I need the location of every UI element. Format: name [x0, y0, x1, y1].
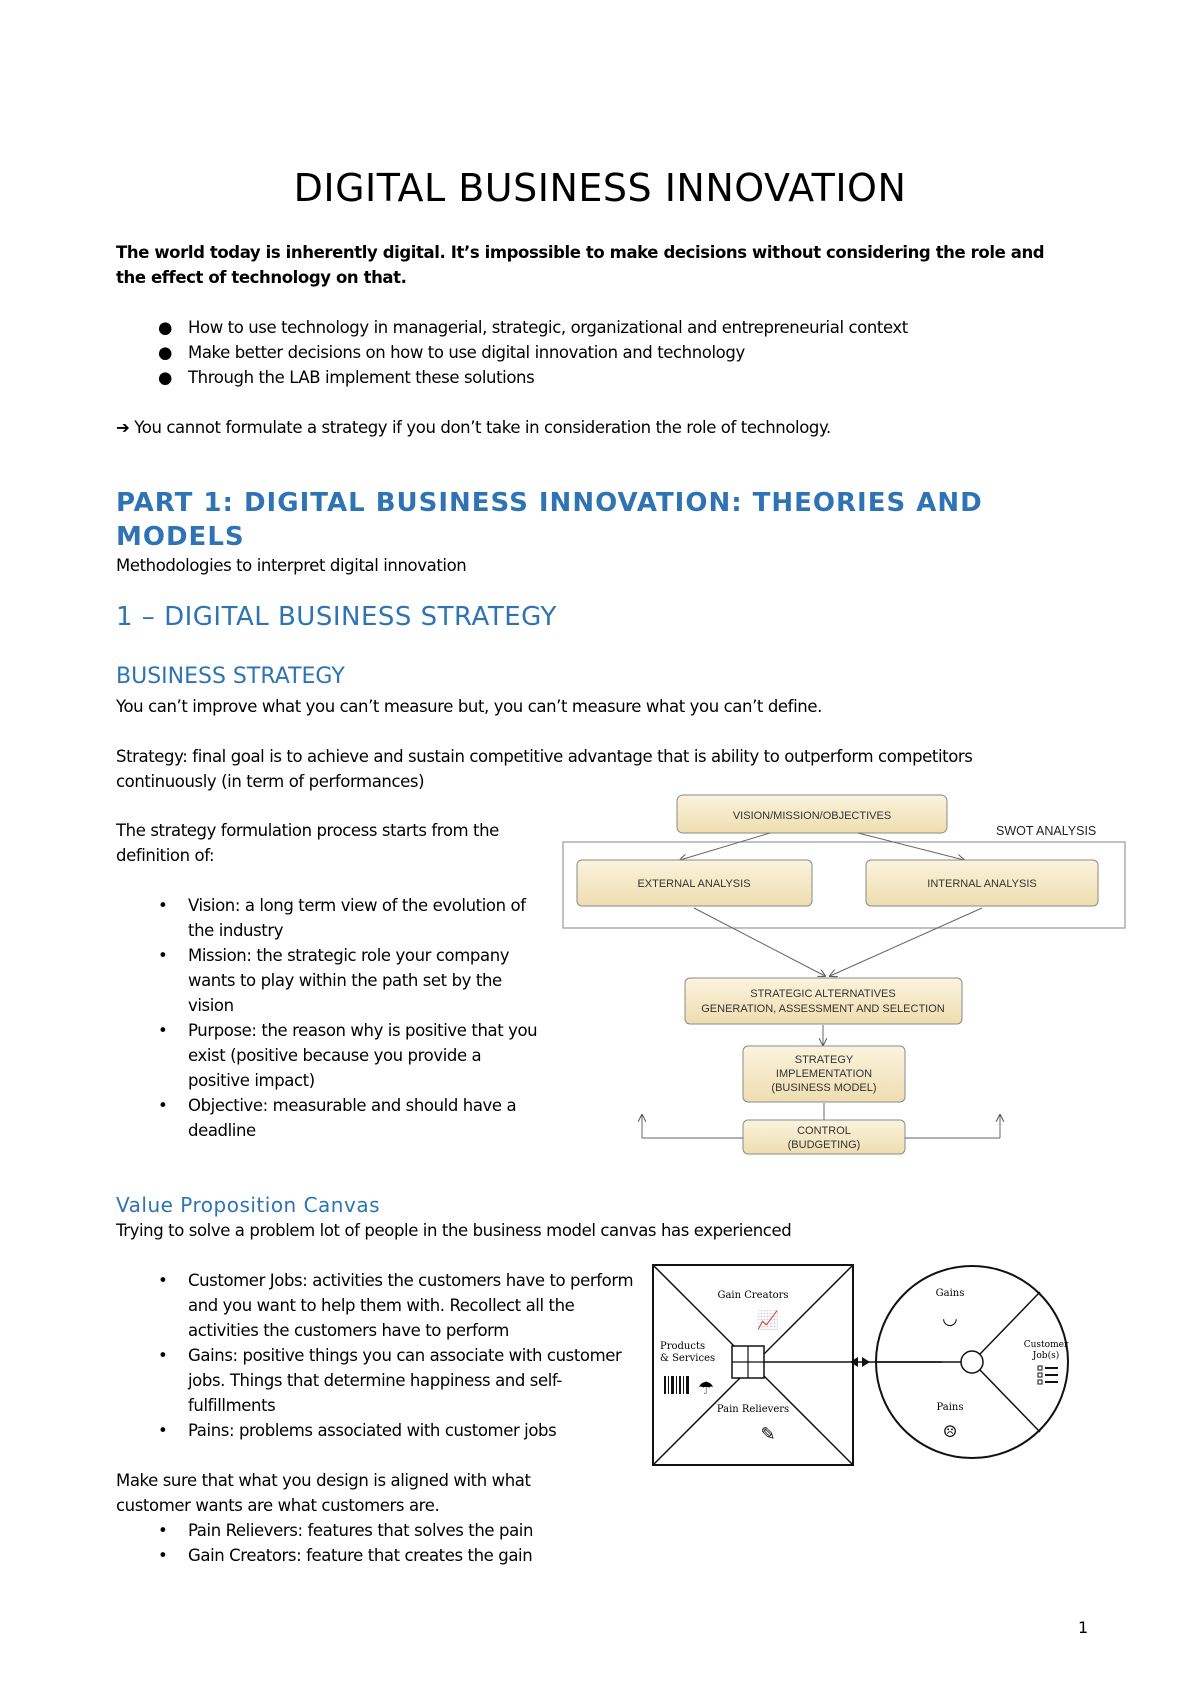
- arrow-line: [680, 833, 770, 860]
- arrow-line: [830, 908, 982, 976]
- products-label-line2: & Services: [660, 1353, 716, 1364]
- customer-label-line2: Job(s): [1032, 1351, 1060, 1361]
- control-label-line2: (BUDGETING): [787, 1139, 861, 1151]
- list-item: ● How to use technology in managerial, strategic, organizational and entrepreneurial context: [116, 315, 1076, 340]
- list-item: • Mission: the strategic role your company wants to play within the path set by the vision: [116, 943, 544, 1018]
- part1-subtitle: Methodologies to interpret digital innovation: [116, 556, 467, 575]
- strategy-definition: Strategy: final goal is to achieve and sustain competitive advantage that is ability to outperform competitors continuously (in term of performances): [116, 747, 973, 791]
- external-analysis-label: EXTERNAL ANALYSIS: [637, 878, 751, 890]
- pain-relievers-label: Pain Relievers: [716, 1404, 790, 1415]
- measure-quote: You can’t improve what you can’t measure but, you can’t measure what you can’t define.: [116, 697, 822, 716]
- implementation-label-line2: IMPLEMENTATION: [775, 1068, 873, 1080]
- bullet-icon: •: [158, 896, 168, 915]
- checklist-icon: [1038, 1366, 1058, 1384]
- list-item: • Objective: measurable and should have a deadline: [116, 1093, 544, 1143]
- bullet-icon: •: [158, 1521, 168, 1540]
- section1-heading: 1 – DIGITAL BUSINESS STRATEGY: [116, 602, 557, 632]
- definitions-list: [116, 893, 544, 1143]
- alternatives-label-line2: GENERATION, ASSESSMENT AND SELECTION: [701, 1003, 945, 1015]
- arrow-note: ➔ You cannot formulate a strategy if you don’t take in consideration the role of technology.: [116, 418, 831, 437]
- smile-icon: ◡: [942, 1308, 958, 1329]
- list-item: • Gain Creators: feature that creates the gain: [116, 1543, 636, 1568]
- strategic-alternatives-box: [685, 978, 962, 1024]
- list-item: • Pain Relievers: features that solves the pain: [116, 1518, 636, 1543]
- part1-heading: PART 1: DIGITAL BUSINESS INNOVATION: THEORIES AND MODELS: [116, 488, 983, 552]
- implementation-label-line1: STRATEGY: [794, 1054, 854, 1066]
- arrow-line: [858, 833, 964, 860]
- bullet-icon: •: [158, 1546, 168, 1565]
- bullet-icon: ●: [158, 318, 172, 337]
- pains-label: Pains: [936, 1402, 964, 1413]
- pill-icon: ✎: [760, 1424, 776, 1445]
- business-strategy-heading: BUSINESS STRATEGY: [116, 664, 345, 689]
- alignment-paragraph: Make sure that what you design is aligned with what customer wants are what customers are.: [116, 1471, 531, 1515]
- vision-box-label: VISION/MISSION/OBJECTIVES: [732, 810, 892, 822]
- barcode-icon: [664, 1376, 689, 1394]
- products-label-line1: Products: [660, 1341, 706, 1352]
- bullet-icon: ●: [158, 343, 172, 362]
- vpc-bullet-list-2: [116, 1518, 636, 1568]
- list-item: ● Make better decisions on how to use digital innovation and technology: [116, 340, 1076, 365]
- frown-icon: ☹: [942, 1422, 958, 1441]
- bullet-icon: ●: [158, 368, 172, 387]
- bullet-icon: •: [158, 1421, 168, 1440]
- divider-line: [980, 1370, 1040, 1432]
- customer-label-line1: Customer: [1023, 1340, 1069, 1350]
- vpc-heading: Value Proposition Canvas: [116, 1193, 380, 1217]
- intro-bullet-list: [116, 315, 1076, 390]
- list-item: ● Through the LAB implement these solutions: [116, 365, 1076, 390]
- gain-creators-label: Gain Creators: [717, 1290, 789, 1301]
- page-number: 1: [1078, 1618, 1089, 1637]
- alternatives-label-line1: STRATEGIC ALTERNATIVES: [750, 988, 896, 1000]
- vpc-intro: Trying to solve a problem lot of people in the business model canvas has experienced: [116, 1221, 792, 1240]
- bullet-icon: •: [158, 946, 168, 965]
- bullet-icon: •: [158, 1096, 168, 1115]
- implementation-label-line3: (BUSINESS MODEL): [771, 1082, 877, 1094]
- internal-analysis-label: INTERNAL ANALYSIS: [927, 878, 1037, 890]
- center-node: [961, 1351, 983, 1373]
- bullet-icon: •: [158, 1021, 168, 1040]
- gains-label: Gains: [935, 1288, 965, 1299]
- umbrella-icon: ☂: [697, 1378, 715, 1399]
- bullet-icon: •: [158, 1271, 168, 1290]
- vpc-bullet-list: [116, 1268, 636, 1443]
- trend-up-icon: 📈: [756, 1310, 780, 1331]
- arrow-head: [862, 1357, 870, 1367]
- bullet-icon: •: [158, 1346, 168, 1365]
- document-title: DIGITAL BUSINESS INNOVATION: [293, 166, 907, 210]
- list-item: • Vision: a long term view of the evolution of the industry: [116, 893, 544, 943]
- list-item: • Gains: positive things you can associate with customer jobs. Things that determine happiness and self-fulfillments: [116, 1343, 636, 1418]
- swot-label: SWOT ANALYSIS: [996, 824, 1097, 838]
- list-item: • Purpose: the reason why is positive that you exist (positive because you provide a positive impact): [116, 1018, 544, 1093]
- list-item: • Pains: problems associated with customer jobs: [116, 1418, 636, 1443]
- intro-paragraph: The world today is inherently digital. It’s impossible to make decisions without considering the role and the effect of technology on that.: [116, 243, 1045, 287]
- arrow-line: [694, 908, 825, 976]
- value-proposition-canvas-diagram: [650, 1262, 1090, 1472]
- process-intro: The strategy formulation process starts from the definition of:: [116, 821, 499, 865]
- right-arrow-icon: ➔: [116, 418, 135, 437]
- strategy-process-diagram: [560, 790, 1130, 1160]
- list-item: • Customer Jobs: activities the customers have to perform and you want to help them with. Recollect all the activities the customers have to perform: [116, 1268, 636, 1343]
- control-label-line1: CONTROL: [797, 1125, 851, 1137]
